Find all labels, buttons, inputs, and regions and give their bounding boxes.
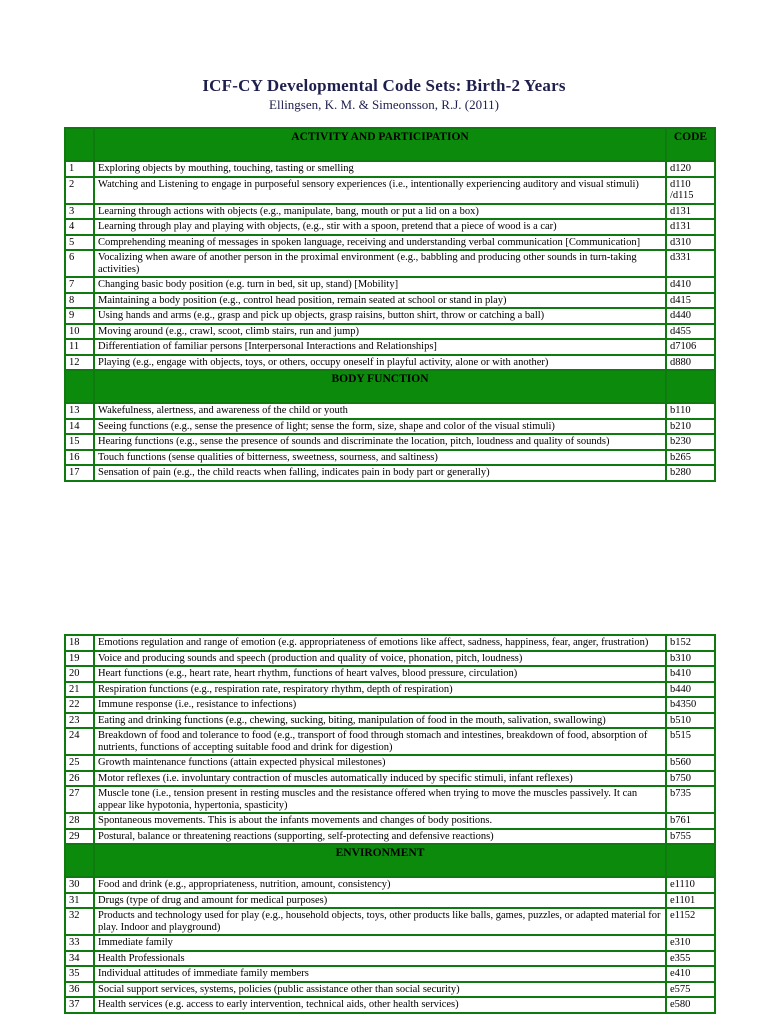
row-number: 18	[65, 635, 94, 651]
table-row	[65, 697, 715, 713]
row-description: Exploring objects by mouthing, touching, tasting or smelling	[94, 161, 666, 177]
table-row	[65, 982, 715, 998]
row-description: Growth maintenance functions (attain expected physical milestones)	[94, 755, 666, 771]
row-code: d415	[666, 293, 715, 309]
row-code: b310	[666, 651, 715, 667]
section-number-cell	[65, 370, 94, 403]
section-header-row	[65, 370, 715, 403]
row-description: Voice and producing sounds and speech (production and quality of voice, phonation, pitch, loudness)	[94, 651, 666, 667]
row-description: Spontaneous movements. This is about the infants movements and changes of body positions.	[94, 813, 666, 829]
row-number: 33	[65, 935, 94, 951]
row-code: b440	[666, 682, 715, 698]
table-row	[65, 293, 715, 309]
row-number: 16	[65, 450, 94, 466]
row-code: e1101	[666, 893, 715, 909]
row-description: Differentiation of familiar persons [Interpersonal Interactions and Relationships]	[94, 339, 666, 355]
section-code-cell	[666, 844, 715, 877]
row-code: b210	[666, 419, 715, 435]
table-row	[65, 877, 715, 893]
row-number: 19	[65, 651, 94, 667]
row-description: Health services (e.g. access to early intervention, technical aids, other health services)	[94, 997, 666, 1013]
row-number: 10	[65, 324, 94, 340]
row-number: 13	[65, 403, 94, 419]
table-row	[65, 951, 715, 967]
document-subtitle: Ellingsen, K. M. & Simeonsson, R.J. (2011)	[269, 97, 499, 112]
header-code: CODE	[666, 128, 715, 161]
code-table-page-2	[64, 634, 716, 1014]
row-code: b230	[666, 434, 715, 450]
row-number: 27	[65, 786, 94, 813]
table-row	[65, 324, 715, 340]
table-row	[65, 713, 715, 729]
row-code: b4350	[666, 697, 715, 713]
row-code: b510	[666, 713, 715, 729]
table-row	[65, 403, 715, 419]
table-row	[65, 771, 715, 787]
row-code: e410	[666, 966, 715, 982]
row-code: d131	[666, 219, 715, 235]
table-row	[65, 204, 715, 220]
row-code: d131	[666, 204, 715, 220]
row-description: Motor reflexes (i.e. involuntary contraction of muscles automatically induced by specific stimuli, infant reflexes)	[94, 771, 666, 787]
row-code: d440	[666, 308, 715, 324]
table-row	[65, 250, 715, 277]
table-row	[65, 219, 715, 235]
row-code: d110 /d115	[666, 177, 715, 204]
table-row	[65, 682, 715, 698]
document-title: ICF-CY Developmental Code Sets: Birth-2 Years	[202, 76, 566, 95]
row-number: 21	[65, 682, 94, 698]
row-code: b560	[666, 755, 715, 771]
row-code: e355	[666, 951, 715, 967]
row-description: Heart functions (e.g., heart rate, heart rhythm, functions of heart valves, blood pressure, circulation)	[94, 666, 666, 682]
table-row	[65, 813, 715, 829]
row-code: d120	[666, 161, 715, 177]
table-row	[65, 635, 715, 651]
row-number: 4	[65, 219, 94, 235]
row-code: b735	[666, 786, 715, 813]
row-description: Drugs (type of drug and amount for medical purposes)	[94, 893, 666, 909]
row-description: Respiration functions (e.g., respiration rate, respiratory rhythm, depth of respiration)	[94, 682, 666, 698]
row-description: Seeing functions (e.g., sense the presence of light; sense the form, size, shape and color of the visual stimuli)	[94, 419, 666, 435]
row-description: Using hands and arms (e.g., grasp and pick up objects, grasp raisins, button shirt, throw or catching a ball)	[94, 308, 666, 324]
row-number: 35	[65, 966, 94, 982]
row-code: e310	[666, 935, 715, 951]
row-code: b750	[666, 771, 715, 787]
row-number: 12	[65, 355, 94, 371]
table-row	[65, 829, 715, 845]
row-code: d880	[666, 355, 715, 371]
row-code: e1152	[666, 908, 715, 935]
section-body-function: BODY FUNCTION	[94, 370, 666, 403]
row-description: Individual attitudes of immediate family members	[94, 966, 666, 982]
table-row	[65, 450, 715, 466]
row-code: d410	[666, 277, 715, 293]
table-row	[65, 177, 715, 204]
header-number-cell	[65, 128, 94, 161]
row-description: Hearing functions (e.g., sense the presence of sounds and discriminate the location, pitch, loudness and quality of sounds)	[94, 434, 666, 450]
table-row	[65, 908, 715, 935]
code-table-page-1	[64, 127, 716, 482]
row-number: 7	[65, 277, 94, 293]
table-row	[65, 935, 715, 951]
row-number: 15	[65, 434, 94, 450]
row-number: 14	[65, 419, 94, 435]
row-description: Touch functions (sense qualities of bitterness, sweetness, sourness, and saltiness)	[94, 450, 666, 466]
row-number: 37	[65, 997, 94, 1013]
row-code: d7106	[666, 339, 715, 355]
row-number: 22	[65, 697, 94, 713]
row-number: 5	[65, 235, 94, 251]
row-description: Learning through actions with objects (e.g., manipulate, bang, mouth or put a lid on a box)	[94, 204, 666, 220]
row-description: Playing (e.g., engage with objects, toys, or others, occupy oneself in playful activity, alone or with another)	[94, 355, 666, 371]
row-number: 6	[65, 250, 94, 277]
row-number: 24	[65, 728, 94, 755]
row-description: Health Professionals	[94, 951, 666, 967]
row-code: b515	[666, 728, 715, 755]
row-number: 3	[65, 204, 94, 220]
table-row	[65, 277, 715, 293]
row-number: 23	[65, 713, 94, 729]
row-code: b265	[666, 450, 715, 466]
row-description: Maintaining a body position (e.g., control head position, remain seated at school or stand in play)	[94, 293, 666, 309]
table-row	[65, 308, 715, 324]
table-row	[65, 966, 715, 982]
row-description: Breakdown of food and tolerance to food (e.g., transport of food through stomach and intestines, breakdown of food, absorption of nutrients, functions of accepting suitable food and drink for digestion)	[94, 728, 666, 755]
table-row	[65, 419, 715, 435]
row-description: Immune response (i.e., resistance to infections)	[94, 697, 666, 713]
row-description: Eating and drinking functions (e.g., chewing, sucking, biting, manipulation of food in the mouth, salivation, swallowing)	[94, 713, 666, 729]
row-description: Muscle tone (i.e., tension present in resting muscles and the resistance offered when trying to move the muscles passively. It can appear like hypotonia, hypertonia, spasticity)	[94, 786, 666, 813]
row-code: b110	[666, 403, 715, 419]
row-code: d331	[666, 250, 715, 277]
row-description: Comprehending meaning of messages in spoken language, receiving and understanding verbal communication [Communication]	[94, 235, 666, 251]
row-code: b152	[666, 635, 715, 651]
table-row	[65, 893, 715, 909]
table-row	[65, 161, 715, 177]
row-code: e1110	[666, 877, 715, 893]
row-description: Products and technology used for play (e.g., household objects, toys, other products like balls, games, puzzles, or adapted material for play. Indoor and playground)	[94, 908, 666, 935]
row-description: Changing basic body position (e.g. turn in bed, sit up, stand) [Mobility]	[94, 277, 666, 293]
row-description: Vocalizing when aware of another person in the proximal environment (e.g., babbling and producing other sounds in turn-taking activities)	[94, 250, 666, 277]
row-number: 25	[65, 755, 94, 771]
row-description: Immediate family	[94, 935, 666, 951]
row-description: Learning through play and playing with objects, (e.g., stir with a spoon, pretend that a piece of wood is a car)	[94, 219, 666, 235]
row-code: b410	[666, 666, 715, 682]
table-header-row	[65, 128, 715, 161]
row-description: Wakefulness, alertness, and awareness of the child or youth	[94, 403, 666, 419]
row-code: b280	[666, 465, 715, 481]
row-number: 9	[65, 308, 94, 324]
row-description: Social support services, systems, policies (public assistance other than social security)	[94, 982, 666, 998]
row-description: Watching and Listening to engage in purposeful sensory experiences (i.e., intentionally experiencing auditory and visual stimuli)	[94, 177, 666, 204]
table-row	[65, 355, 715, 371]
table-row	[65, 465, 715, 481]
row-number: 11	[65, 339, 94, 355]
row-number: 26	[65, 771, 94, 787]
table-row	[65, 339, 715, 355]
row-code: b761	[666, 813, 715, 829]
row-description: Sensation of pain (e.g., the child reacts when falling, indicates pain in body part or generally)	[94, 465, 666, 481]
row-code: b755	[666, 829, 715, 845]
table-row	[65, 434, 715, 450]
row-description: Moving around (e.g., crawl, scoot, climb stairs, run and jump)	[94, 324, 666, 340]
row-description: Postural, balance or threatening reactions (supporting, self-protecting and defensive reactions)	[94, 829, 666, 845]
row-description: Emotions regulation and range of emotion (e.g. appropriateness of emotions like affect, sadness, happiness, fear, anger, frustration)	[94, 635, 666, 651]
section-number-cell	[65, 844, 94, 877]
row-number: 8	[65, 293, 94, 309]
row-code: d455	[666, 324, 715, 340]
row-code: e575	[666, 982, 715, 998]
table-row	[65, 728, 715, 755]
section-code-cell	[666, 370, 715, 403]
row-number: 20	[65, 666, 94, 682]
table-row	[65, 666, 715, 682]
row-number: 2	[65, 177, 94, 204]
row-description: Food and drink (e.g., appropriateness, nutrition, amount, consistency)	[94, 877, 666, 893]
table-row	[65, 997, 715, 1013]
row-number: 1	[65, 161, 94, 177]
row-number: 28	[65, 813, 94, 829]
row-number: 17	[65, 465, 94, 481]
row-number: 30	[65, 877, 94, 893]
table-row	[65, 651, 715, 667]
section-environment: ENVIRONMENT	[94, 844, 666, 877]
row-number: 31	[65, 893, 94, 909]
row-code: e580	[666, 997, 715, 1013]
table-row	[65, 755, 715, 771]
table-row	[65, 235, 715, 251]
row-number: 36	[65, 982, 94, 998]
section-header-row	[65, 844, 715, 877]
row-number: 32	[65, 908, 94, 935]
row-code: d310	[666, 235, 715, 251]
row-number: 29	[65, 829, 94, 845]
row-number: 34	[65, 951, 94, 967]
header-activity-participation: ACTIVITY AND PARTICIPATION	[94, 128, 666, 161]
table-row	[65, 786, 715, 813]
